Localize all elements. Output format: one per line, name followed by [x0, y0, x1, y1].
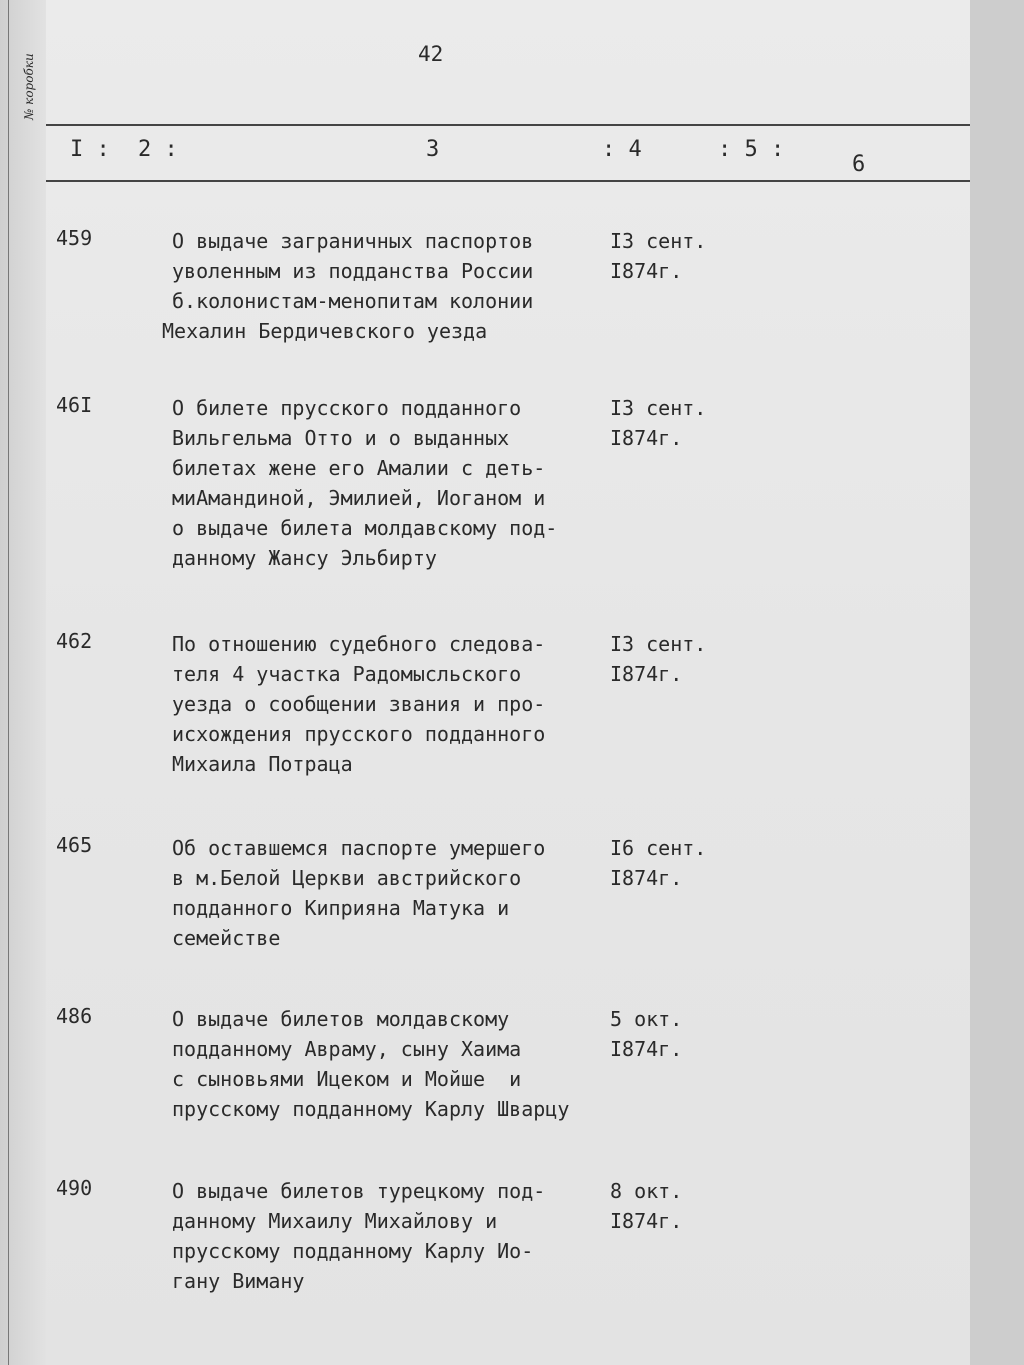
entry-description — [172, 629, 545, 779]
description-line: с сыновьями Ицеком и Мойше и — [172, 1067, 522, 1091]
entry-date — [610, 226, 706, 286]
date-line: 5 окт. — [610, 1007, 683, 1031]
date-line: I3 сент. — [610, 632, 707, 656]
description-line: прусскому подданному Карлу Ио- — [172, 1239, 534, 1263]
description-line: теля 4 участка Радомысльского — [172, 662, 522, 686]
description-line: Мехалин Бердичевского уезда — [162, 319, 488, 343]
page-number: 42 — [418, 42, 444, 66]
entry-number: 490 — [56, 1176, 93, 1200]
column-header-3: 3 — [426, 137, 440, 162]
entry-date — [610, 629, 706, 689]
description-line: данному Жансу Эльбирту — [172, 546, 437, 570]
entry-description — [172, 393, 557, 573]
box-number-label: № коробки — [22, 53, 36, 120]
entry-description — [162, 226, 534, 346]
description-line: О билете прусского подданного — [172, 396, 522, 420]
description-line: гану Виману — [172, 1269, 305, 1293]
description-line: О выдаче билетов молдавскому — [172, 1007, 510, 1031]
column-header-6: 6 — [852, 152, 866, 177]
date-line: I3 сент. — [610, 229, 707, 253]
entry-date — [610, 1004, 682, 1064]
column-header-2: 2 : — [138, 137, 178, 162]
description-line: в м.Белой Церкви австрийского — [172, 866, 522, 890]
description-line: О выдаче билетов турецкому под- — [172, 1179, 546, 1203]
entry-number: 46I — [56, 393, 93, 417]
description-line: б.колонистам-менопитам колонии — [172, 289, 534, 313]
date-line: I874г. — [610, 426, 683, 450]
entry-date — [610, 1176, 682, 1236]
description-line: уезда о сообщении звания и про- — [172, 692, 546, 716]
description-line: Вильгельма Отто и о выданных — [172, 426, 510, 450]
entry-number: 465 — [56, 833, 93, 857]
entry-description — [172, 1176, 545, 1296]
date-line: I874г. — [610, 866, 683, 890]
description-line: билетах жене его Амалии с деть- — [172, 456, 546, 480]
margin-line — [8, 0, 9, 1365]
column-header-4: : 4 — [602, 137, 642, 162]
description-line: Михаила Потраца — [172, 752, 353, 776]
column-header-5: : 5 : — [718, 137, 785, 162]
entry-number: 486 — [56, 1004, 93, 1028]
description-line: семействе — [172, 926, 281, 950]
description-line: подданного Киприяна Матука и — [172, 896, 510, 920]
entry-number: 462 — [56, 629, 93, 653]
description-line: данному Михаилу Михайлову и — [172, 1209, 498, 1233]
description-line: Об оставшемся паспорте умершего — [172, 836, 546, 860]
description-line: миАмандиной, Эмилией, Иоганом и — [172, 486, 546, 510]
description-line: исхождения прусского подданного — [172, 722, 546, 746]
date-line: I3 сент. — [610, 396, 707, 420]
date-line: 8 окт. — [610, 1179, 683, 1203]
entry-number: 459 — [56, 226, 93, 250]
column-header-1: I : — [70, 137, 110, 162]
binding-margin — [0, 0, 47, 1365]
date-line: I874г. — [610, 259, 683, 283]
description-line: прусскому подданному Карлу Шварцу — [172, 1097, 570, 1121]
header-rule-top — [46, 124, 970, 126]
date-line: I874г. — [610, 662, 683, 686]
header-rule-bottom — [46, 180, 970, 182]
entry-description — [172, 1004, 569, 1124]
entry-date — [610, 833, 706, 893]
description-line: О выдаче заграничных паспортов — [172, 229, 534, 253]
entry-date — [610, 393, 706, 453]
entry-description — [172, 833, 545, 953]
page-edge — [970, 0, 1024, 1365]
description-line: подданному Авраму, сыну Хаима — [172, 1037, 522, 1061]
description-line: о выдаче билета молдавскому под- — [172, 516, 558, 540]
date-line: I6 сент. — [610, 836, 707, 860]
description-line: уволенным из подданства России — [172, 259, 534, 283]
description-line: По отношению судебного следова- — [172, 632, 546, 656]
date-line: I874г. — [610, 1209, 683, 1233]
date-line: I874г. — [610, 1037, 683, 1061]
